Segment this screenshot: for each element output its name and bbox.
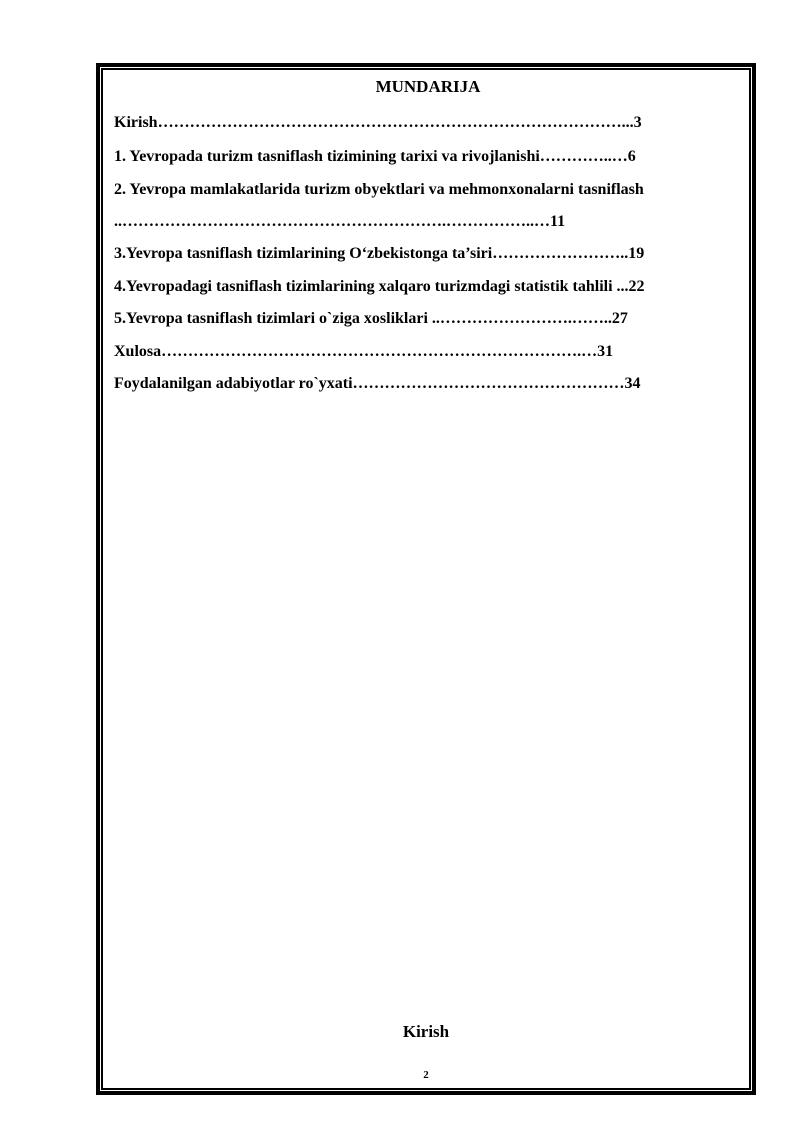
toc-entry-chapter-5: 5.Yevropa tasniflash tizimlari o`ziga xosliklari ..…………………….……..27 bbox=[114, 310, 628, 327]
section-heading: Kirish bbox=[402, 1022, 450, 1041]
toc-entry-chapter-2: 2. Yevropa mamlakatlarida turizm obyektlari va mehmonxonalarni tasniflash bbox=[114, 181, 644, 198]
toc-entry-introduction: Kirish……………………………………………………………………………...3 bbox=[114, 114, 642, 131]
toc-entry-conclusion: Xulosa…………………………………………………………………….…31 bbox=[114, 343, 614, 360]
toc-entry-chapter-2-leader: ..…………………………………………………….……………..…11 bbox=[114, 213, 566, 230]
page-number: 2 bbox=[423, 1069, 429, 1081]
toc-entry-chapter-3: 3.Yevropa tasniflash tizimlarining O‘zbekistonga ta’siri……………………..19 bbox=[114, 245, 645, 262]
toc-entry-references: Foydalanilgan adabiyotlar ro`yxati……………………………………………34 bbox=[114, 375, 641, 392]
toc-entry-chapter-4: 4.Yevropadagi tasniflash tizimlarining xalqaro turizmdagi statistik tahlili ...22 bbox=[114, 278, 645, 295]
toc-entry-chapter-1: 1. Yevropada turizm tasniflash tizimining tarixi va rivojlanishi…………..…6 bbox=[114, 148, 636, 165]
page-title: MUNDARIJA bbox=[375, 77, 481, 96]
